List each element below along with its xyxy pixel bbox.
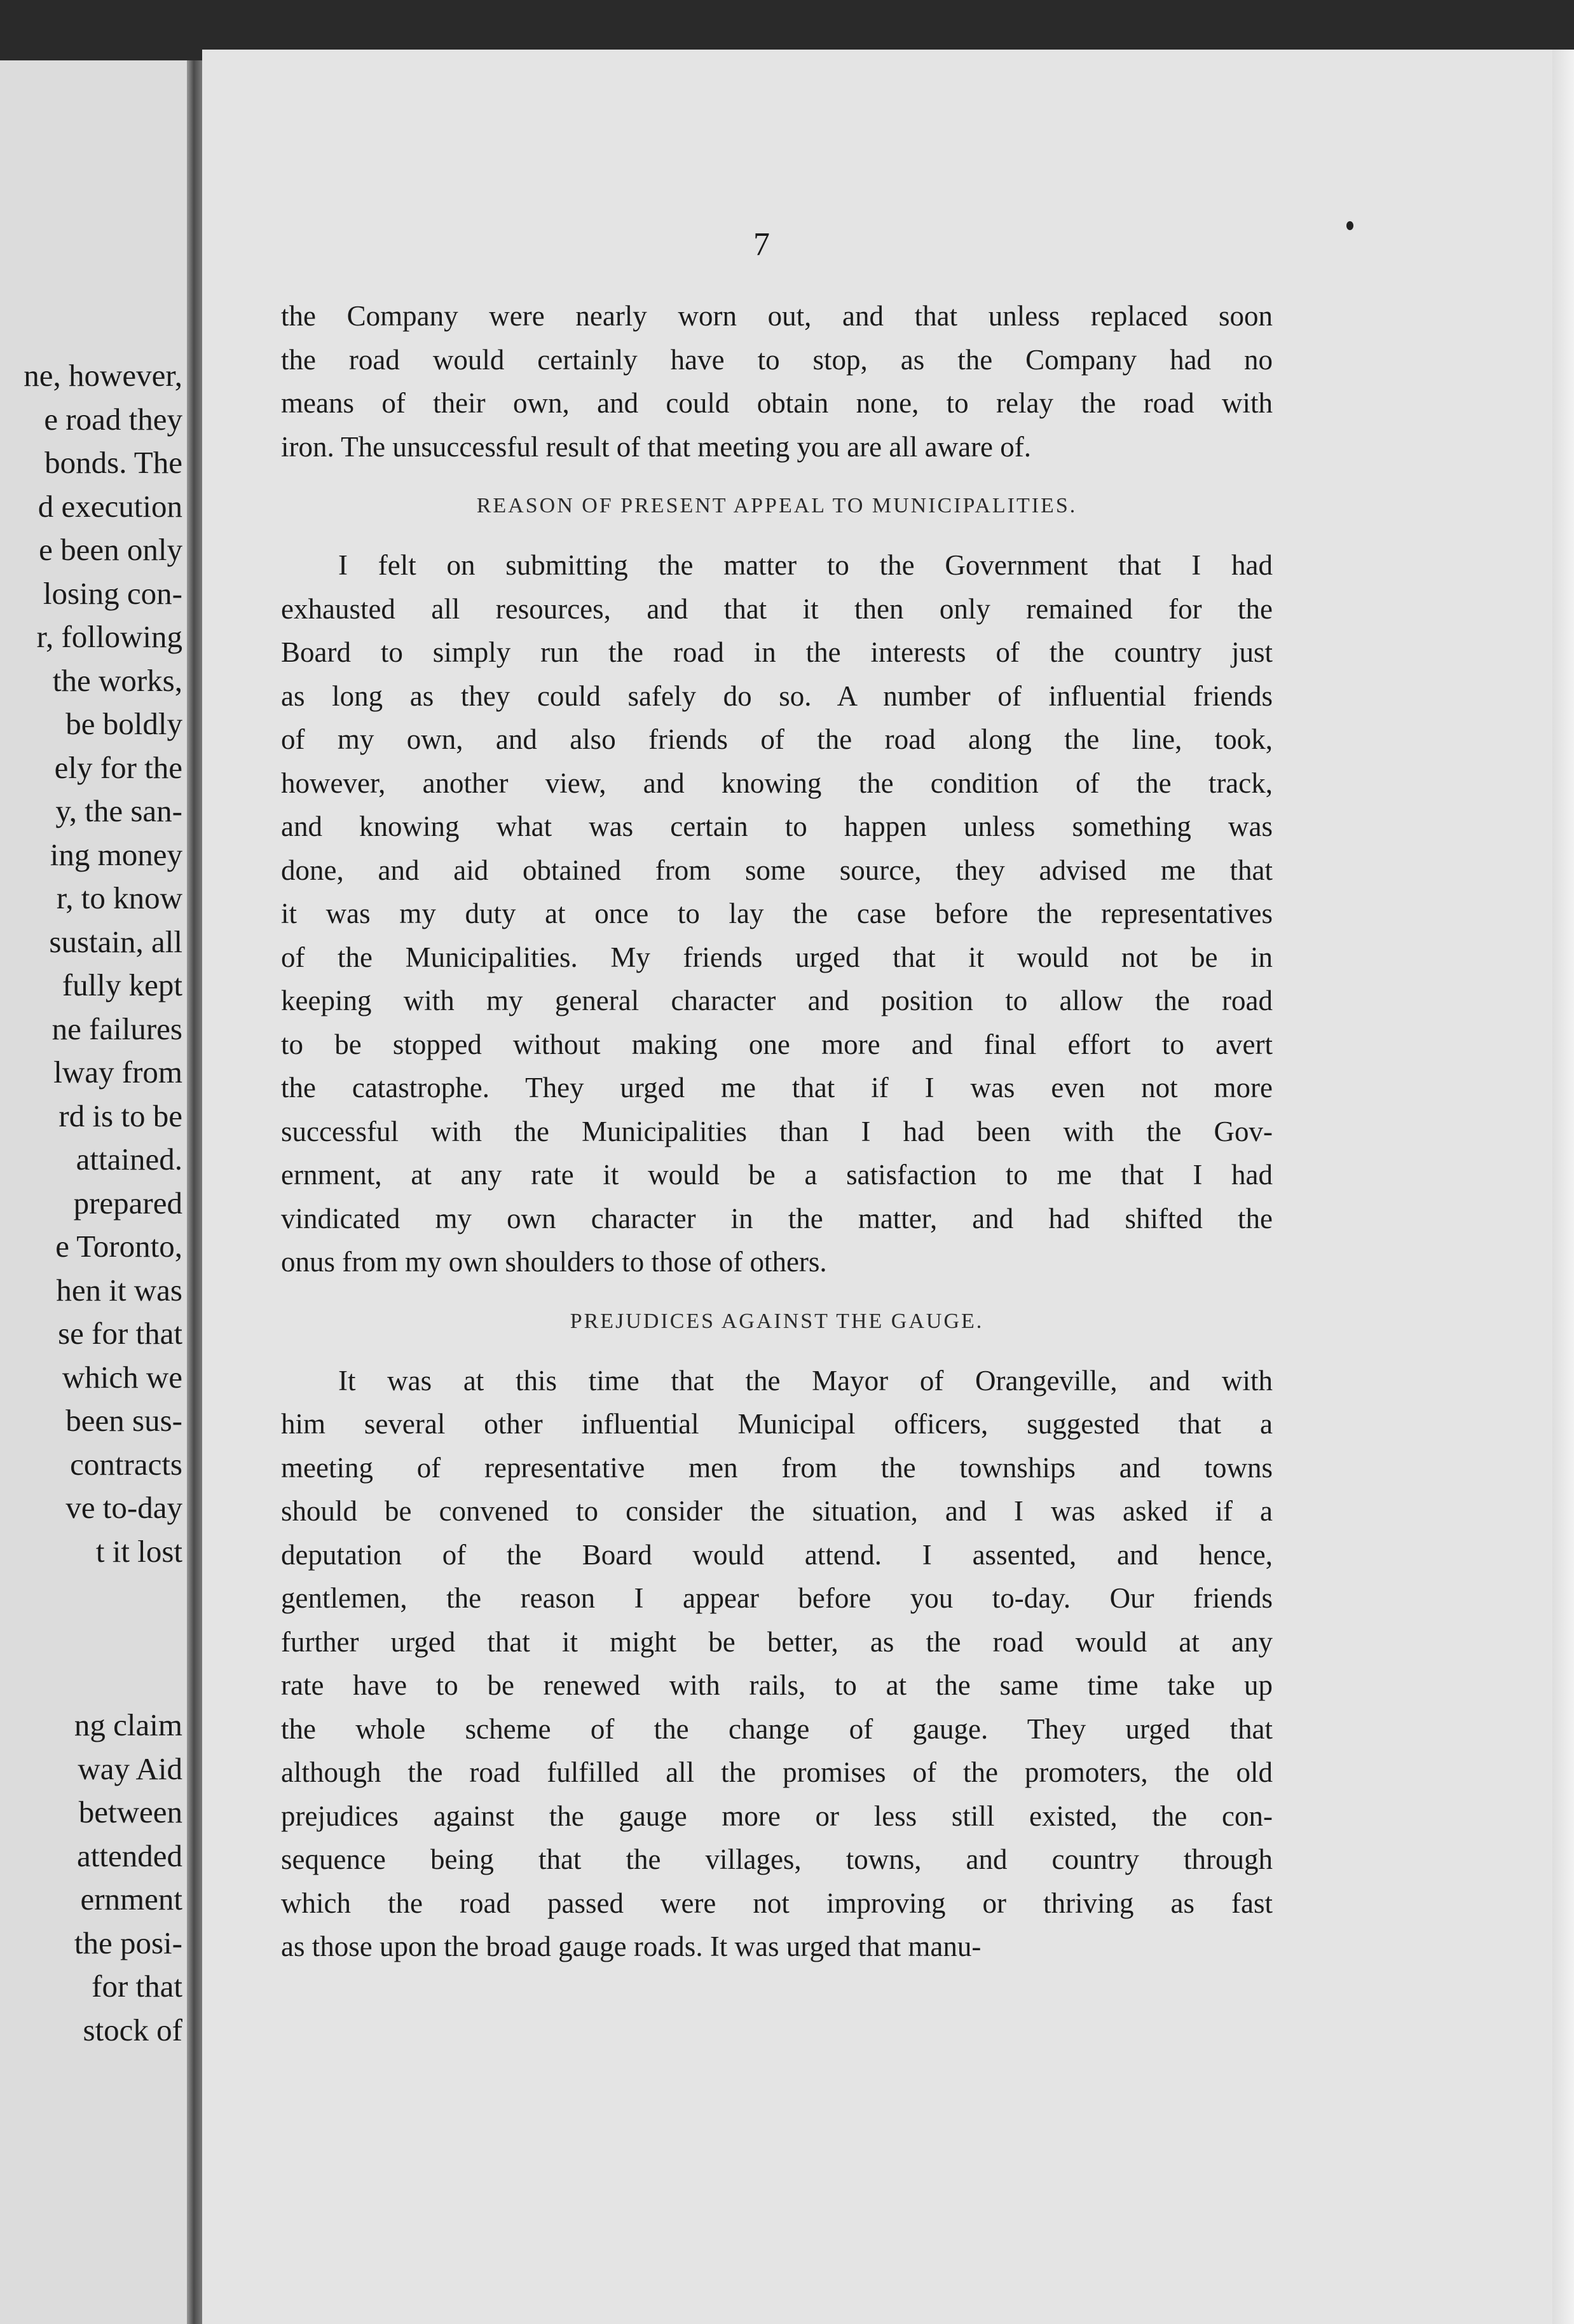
text-line: stock of xyxy=(83,2012,182,2047)
text-line: vindicated my own character in the matter, and had shifted the xyxy=(281,1202,1273,1234)
text-line: however, another view, and knowing the condition of the track, xyxy=(281,767,1273,799)
text-line: t it lost xyxy=(95,1533,182,1569)
text-line: ernment, at any rate it would be a satisfaction to me that I had xyxy=(281,1159,1273,1191)
left-page-text xyxy=(0,354,182,2052)
book-gutter xyxy=(187,60,202,2324)
text-line: the posi- xyxy=(74,1925,182,1960)
text-line: which the road passed were not improving or thriving as fast xyxy=(281,1887,1273,1919)
text-line: the road would certainly have to stop, as the Company had no xyxy=(281,343,1273,376)
text-line: sustain, all xyxy=(49,924,182,959)
text-line: e road they xyxy=(44,401,182,437)
text-line: further urged that it might be better, as the road would at any xyxy=(281,1625,1273,1658)
text-line: deputation of the Board would attend. I assented, and hence, xyxy=(281,1538,1273,1571)
text-line: losing con- xyxy=(43,575,182,611)
text-line: contracts xyxy=(70,1446,182,1482)
text-line: meeting of representative men from the townships and towns xyxy=(281,1451,1273,1484)
text-line: done, and aid obtained from some source, they advised me that xyxy=(281,854,1273,886)
text-line: keeping with my general character and position to allow the road xyxy=(281,985,1273,1016)
text-line: fully kept xyxy=(62,967,182,1002)
paragraph-2 xyxy=(281,543,1273,1284)
text-line: r, to know xyxy=(56,880,182,915)
page-number: 7 xyxy=(753,226,770,263)
text-line: sequence being that the villages, towns, and country through xyxy=(281,1843,1273,1875)
section-heading-2: PREJUDICES AGAINST THE GAUGE. xyxy=(570,1309,984,1333)
text-line: means of their own, and could obtain none, to relay the road with xyxy=(281,387,1273,419)
text-line: the Company were nearly worn out, and that unless replaced soon xyxy=(281,300,1273,332)
text-line: prepared xyxy=(73,1185,182,1220)
text-line: him several other influential Municipal officers, suggested that a xyxy=(281,1408,1273,1440)
text-line: should be convened to consider the situation, and I was asked if a xyxy=(281,1495,1273,1527)
text-line: lway from xyxy=(53,1055,182,1090)
left-page-gap xyxy=(0,1573,182,1704)
text-line: d execution xyxy=(38,488,182,524)
text-line: ernment xyxy=(80,1882,182,1917)
page-body xyxy=(281,294,1273,1969)
text-line: of the Municipalities. My friends urged that it would not be in xyxy=(281,941,1273,973)
text-line: attended xyxy=(77,1838,182,1873)
ink-speck xyxy=(1346,221,1353,230)
text-line: which we xyxy=(62,1359,182,1395)
text-line: iron. The unsuccessful result of that meeting you are all aware of. xyxy=(281,430,1032,463)
text-line: attained. xyxy=(76,1142,182,1177)
text-line: as those upon the broad gauge roads. It was urged that manu- xyxy=(281,1931,982,1962)
text-line: exhausted all resources, and that it then only remained for the xyxy=(281,592,1273,625)
section-heading-1: REASON OF PRESENT APPEAL TO MUNICIPALITIES. xyxy=(476,494,1078,517)
text-line: rate have to be renewed with rails, to at the same time take up xyxy=(281,1669,1273,1701)
text-line: been sus- xyxy=(65,1403,182,1438)
text-line: gentlemen, the reason I appear before you to-day. Our friends xyxy=(281,1582,1273,1614)
text-line: ne failures xyxy=(51,1011,182,1046)
text-line: ve to-day xyxy=(65,1490,182,1525)
text-line: the works, xyxy=(52,662,182,698)
text-line: e been only xyxy=(39,532,182,567)
text-line: prejudices against the gauge more or less still existed, the con- xyxy=(281,1800,1273,1832)
text-line: bonds. The xyxy=(44,445,182,480)
text-line: hen it was xyxy=(56,1272,182,1308)
text-line: it was my duty at once to lay the case before the representatives xyxy=(281,898,1273,929)
text-line: as long as they could safely do so. A number of influential friends xyxy=(281,680,1273,712)
text-line: Board to simply run the road in the interests of the country just xyxy=(281,636,1273,668)
text-line: for that xyxy=(92,1969,182,2004)
text-line: to be stopped without making one more and final effort to avert xyxy=(281,1028,1273,1060)
text-line: I felt on submitting the matter to the Government that I had xyxy=(338,549,1273,581)
text-line: rd is to be xyxy=(58,1098,182,1133)
text-line: se for that xyxy=(58,1316,182,1351)
text-line: way Aid xyxy=(78,1751,182,1786)
text-line: the whole scheme of the change of gauge. They urged that xyxy=(281,1712,1273,1745)
text-line: and knowing what was certain to happen unless something was xyxy=(281,810,1273,842)
text-line: be boldly xyxy=(65,706,182,741)
text-line: although the road fulfilled all the promises of the promoters, the old xyxy=(281,1756,1273,1788)
text-line: r, following xyxy=(36,619,182,654)
text-line: onus from my own shoulders to those of others. xyxy=(281,1246,827,1278)
text-line: ely for the xyxy=(54,749,182,785)
text-line: the catastrophe. They urged me that if I was even not more xyxy=(281,1072,1273,1104)
paragraph-3 xyxy=(281,1359,1273,1969)
paragraph-1 xyxy=(281,294,1273,468)
left-page-fragment xyxy=(0,60,194,2324)
text-line: ing money xyxy=(50,837,182,872)
text-line: of my own, and also friends of the road along the line, took, xyxy=(281,723,1273,755)
text-line: e Toronto, xyxy=(55,1229,182,1264)
text-line: ng claim xyxy=(74,1707,182,1742)
text-line: successful with the Municipalities than I had been with the Gov- xyxy=(281,1115,1273,1147)
text-line: y, the san- xyxy=(55,793,182,828)
page-edge xyxy=(1552,50,1574,2324)
text-line: between xyxy=(78,1794,182,1829)
text-line: It was at this time that the Mayor of Orangeville, and with xyxy=(338,1364,1273,1397)
text-line: ne, however, xyxy=(24,358,182,393)
